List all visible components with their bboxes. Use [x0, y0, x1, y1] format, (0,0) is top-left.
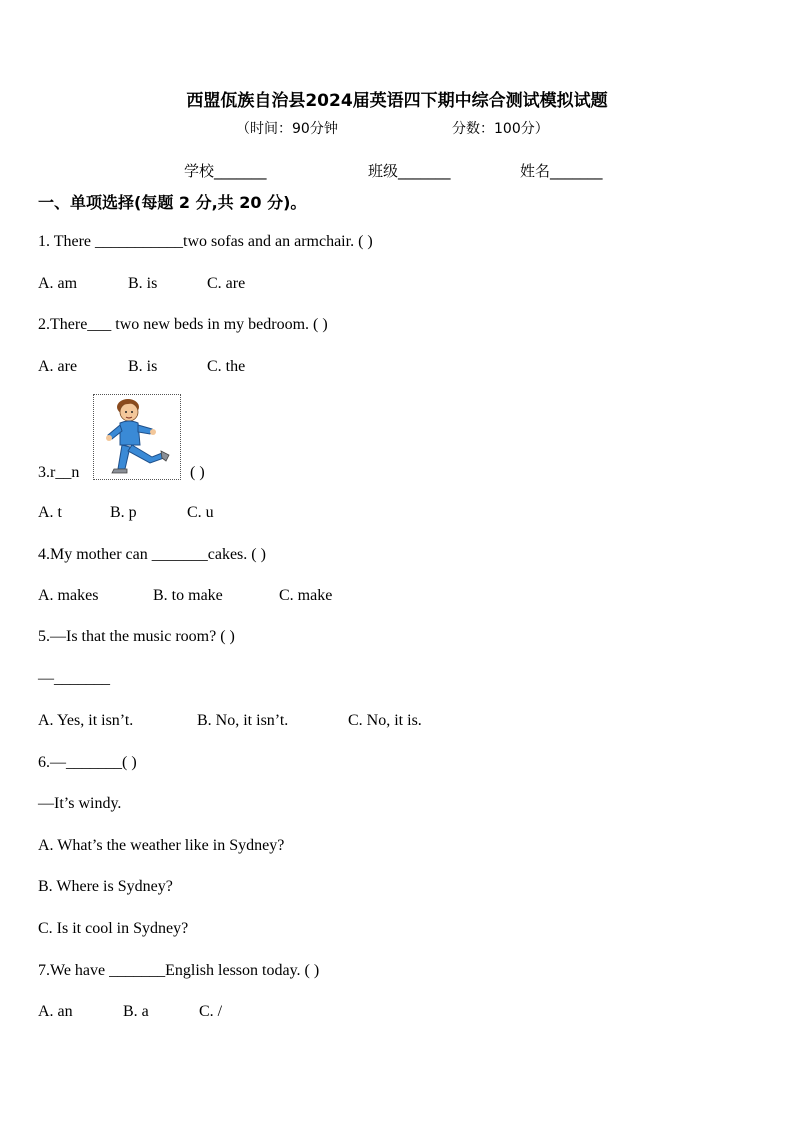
page-title: 西盟佤族自治县2024届英语四下期中综合测试模拟试题: [186, 91, 608, 111]
q2-option-a: A. are: [38, 358, 78, 375]
question-2-stem: 2.There___ two new beds in my bedroom. ( ): [38, 316, 328, 333]
section-heading: 一、单项选择(每题 2 分,共 20 分)。: [38, 193, 307, 212]
running-boy-picture: [93, 394, 181, 480]
running-boy-icon: [94, 395, 180, 479]
q6-option-b: B. Where is Sydney?: [38, 878, 173, 895]
question-5-stem: 5.—Is that the music room? ( ): [38, 628, 235, 645]
q2-option-b: B. is: [128, 358, 158, 375]
q1-option-a: A. am: [38, 275, 78, 292]
question-1-stem: 1. There ___________two sofas and an armchair. ( ): [38, 233, 373, 250]
q1-option-b: B. is: [128, 275, 158, 292]
q5-option-a: A. Yes, it isn’t.: [38, 712, 134, 729]
q7-option-c: C. /: [199, 1003, 223, 1020]
q7-option-b: B. a: [123, 1003, 149, 1020]
question-6-reply: —It’s windy.: [38, 795, 122, 812]
exam-time: （时间：90分钟: [236, 121, 338, 137]
q4-option-a: A. makes: [38, 587, 99, 604]
question-3-answer-blank: ( ): [190, 464, 205, 481]
q1-option-c: C. are: [207, 275, 246, 292]
exam-score: 分数：100分）: [452, 121, 549, 137]
q2-option-c: C. the: [207, 358, 246, 375]
q6-option-c: C. Is it cool in Sydney?: [38, 920, 189, 937]
q5-option-c: C. No, it is.: [348, 712, 422, 729]
question-6-stem: 6.—_______( ): [38, 754, 137, 771]
question-3-stem: 3.r__n: [38, 464, 80, 481]
q3-option-a: A. t: [38, 504, 62, 521]
q3-option-b: B. p: [110, 504, 137, 521]
question-5-reply: —_______: [38, 670, 110, 687]
name-field: 姓名_______: [520, 162, 603, 180]
question-7-stem: 7.We have _______English lesson today. ( ): [38, 962, 320, 979]
q7-option-a: A. an: [38, 1003, 73, 1020]
q4-option-b: B. to make: [153, 587, 223, 604]
q5-option-b: B. No, it isn’t.: [197, 712, 289, 729]
question-4-stem: 4.My mother can _______cakes. ( ): [38, 546, 266, 563]
class-field: 班级_______: [368, 162, 451, 180]
q6-option-a: A. What’s the weather like in Sydney?: [38, 837, 285, 854]
school-field: 学校_______: [184, 162, 267, 180]
q4-option-c: C. make: [279, 587, 333, 604]
q3-option-c: C. u: [187, 504, 214, 521]
